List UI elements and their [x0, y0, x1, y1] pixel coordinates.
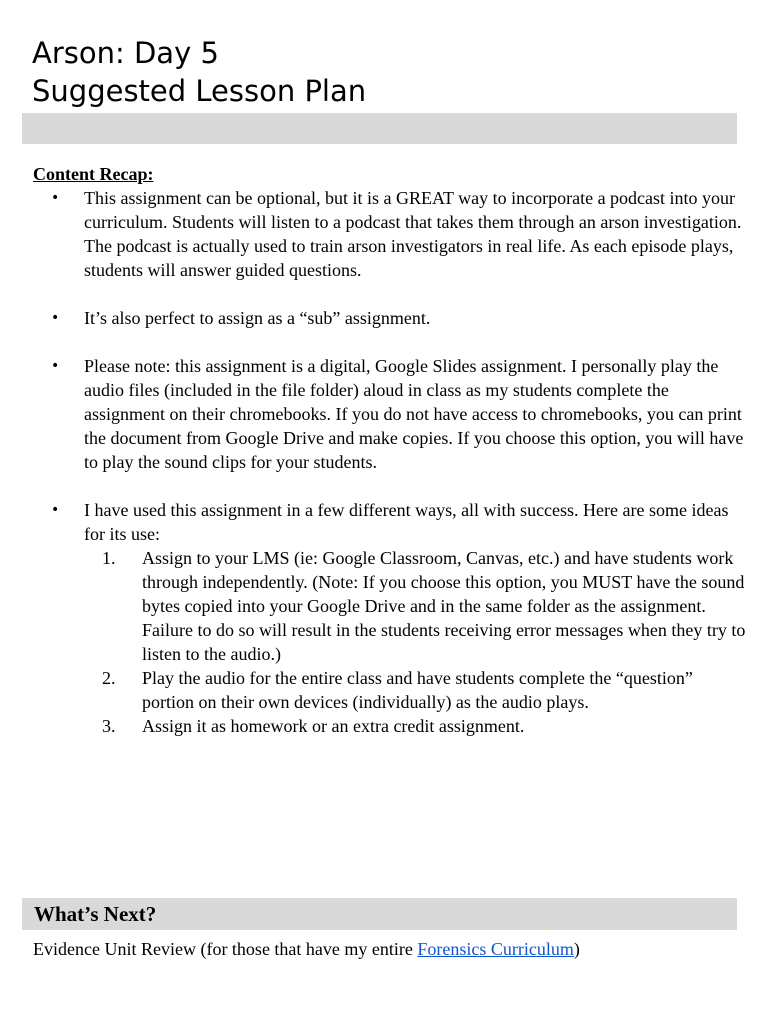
bullet-icon: • — [51, 502, 60, 518]
idea-text: Assign it as homework or an extra credit assignment. — [142, 716, 525, 736]
content-recap-section — [33, 162, 748, 762]
title-line-2: Suggested Lesson Plan — [32, 74, 367, 108]
page-title — [32, 34, 732, 110]
forensics-curriculum-link[interactable]: Forensics Curriculum — [417, 939, 574, 959]
recap-bullet-item — [33, 306, 748, 330]
idea-number: 2. — [102, 668, 116, 688]
idea-text: Play the audio for the entire class and have students complete the “question” portion on their own devices (individually) as the audio plays. — [142, 668, 693, 712]
idea-number: 1. — [102, 548, 116, 568]
bullet-icon: • — [51, 190, 60, 206]
whats-next-text-before: Evidence Unit Review (for those that have my entire — [33, 939, 418, 959]
recap-bullet-item — [33, 498, 748, 738]
bullet-icon: • — [51, 310, 60, 326]
whats-next-text — [33, 937, 580, 961]
recap-bullet-text: Please note: this assignment is a digital, Google Slides assignment. I personally play the audio files (included in the file folder) aloud in class as my students complete the assignment on their chromebooks. If you do not have access to chromebooks, you can print the document from Google Drive and make copies. If you choose this option, you will have to play the sound clips for your students. — [84, 356, 744, 472]
recap-bullet-text: This assignment can be optional, but it is a GREAT way to incorporate a podcast into your curriculum. Students will listen to a podcast that takes them through an arson investigation. The podcast is actually used to train arson investigators in real life. As each episode plays, students will answer guided questions. — [84, 188, 742, 280]
recap-bullet-text: I have used this assignment in a few different ways, all with success. Here are some ideas for its use: — [84, 500, 729, 544]
recap-bullet-list — [33, 186, 748, 738]
recap-bullet-text: It’s also perfect to assign as a “sub” assignment. — [84, 308, 431, 328]
ideas-numbered-list — [84, 546, 748, 738]
idea-item — [84, 714, 748, 738]
bullet-icon: • — [51, 358, 60, 374]
idea-item — [84, 666, 748, 714]
header-divider-band — [22, 113, 737, 144]
title-line-1: Arson: Day 5 — [32, 36, 219, 70]
idea-text: Assign to your LMS (ie: Google Classroom, Canvas, etc.) and have students work through independently. (Note: If you choose this option, you MUST have the sound bytes copied into your Google Drive and in the same folder as the assignment. Failure to do so will result in the students receiving error messages when they try to listen to the audio.) — [142, 548, 746, 664]
content-recap-heading: Content Recap: — [33, 164, 154, 184]
recap-bullet-item — [33, 186, 748, 282]
idea-number: 3. — [102, 716, 116, 736]
idea-item — [84, 546, 748, 666]
recap-bullet-item — [33, 354, 748, 474]
whats-next-heading: What’s Next? — [34, 902, 157, 926]
whats-next-text-after: ) — [573, 939, 580, 959]
